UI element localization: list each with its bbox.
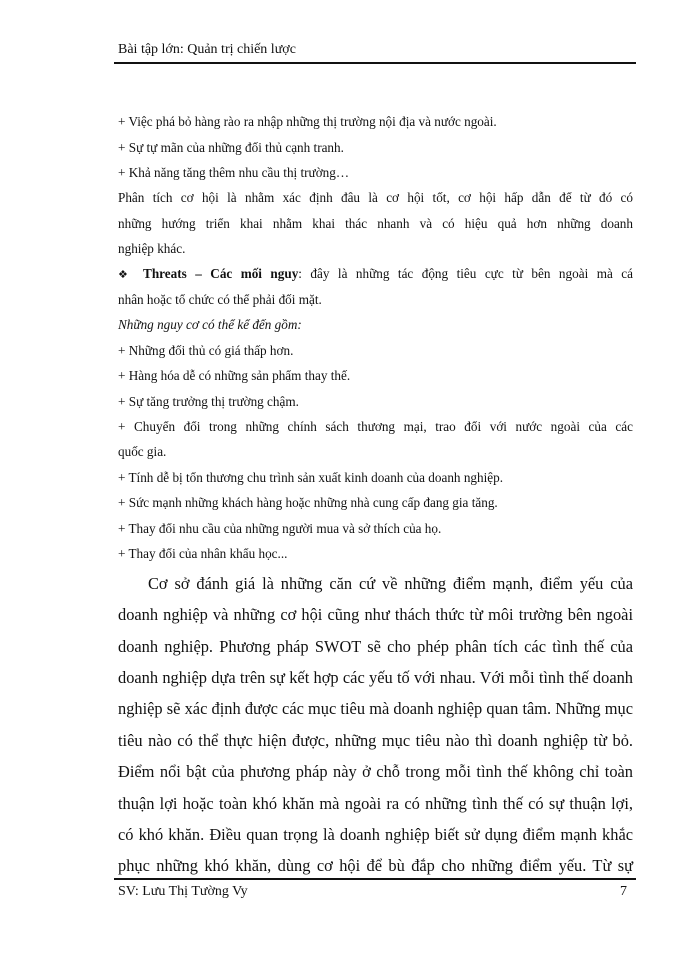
body-line: doanh nghiệp. Phương pháp SWOT sẽ cho phép phân tích các tình thế của xyxy=(118,637,633,656)
threat-item: + Những đối thủ có giá thấp hơn. xyxy=(118,343,294,358)
threats-text: : đây là những tác động tiêu cực từ bên ngoài mà cá xyxy=(298,266,633,281)
body-line: doanh nghiệp dựa trên sự kết hợp các yếu tố với nhau. Với mỗi tình thế doanh xyxy=(118,668,633,687)
threat-item: + Thay đổi nhu cầu của những người mua và sở thích của họ. xyxy=(118,521,442,536)
body-line: tiêu nào có thể thực hiện được, những mục tiêu nào thì doanh nghiệp từ bỏ. xyxy=(118,731,633,750)
threats-intro: Những nguy cơ có thể kể đến gồm: xyxy=(118,317,302,332)
body-line: doanh nghiệp và những cơ hội cũng như thách thức từ môi trường bên ngoài xyxy=(118,605,633,624)
threat-item: + Chuyển đổi trong những chính sách thương mại, trao đổi với nước ngoài của các xyxy=(118,419,633,434)
threat-item: + Sức mạnh những khách hàng hoặc những nhà cung cấp đang gia tăng. xyxy=(118,495,498,510)
page-number: 7 xyxy=(620,884,627,899)
header-title: Bài tập lớn: Quản trị chiến lược xyxy=(118,42,296,57)
body-line: phục những khó khăn, dùng cơ hội để bù đắp cho những điểm yếu. Từ sự xyxy=(118,856,633,875)
threat-item: + Thay đổi của nhân khẩu học... xyxy=(118,546,288,561)
analysis-line: Phân tích cơ hội là nhằm xác định đâu là cơ hội tốt, cơ hội hấp dẫn để từ đó có xyxy=(118,190,633,205)
body-line: Điểm nổi bật của phương pháp này ở chỗ trong mỗi tình thế không chỉ toàn xyxy=(118,762,633,781)
threats-heading xyxy=(118,266,633,283)
threat-item: + Sự tăng trưởng thị trường chậm. xyxy=(118,394,299,409)
threat-item: + Tính dễ bị tổn thương chu trình sản xuất kinh doanh của doanh nghiệp. xyxy=(118,470,504,485)
footer-rule xyxy=(114,878,636,880)
opportunity-item: + Việc phá bỏ hàng rào ra nhập những thị trường nội địa và nước ngoài. xyxy=(118,114,497,129)
opportunity-item: + Khả năng tăng thêm nhu cầu thị trường… xyxy=(118,165,350,180)
header-rule xyxy=(114,62,636,64)
threats-label: Threats – Các mối nguy xyxy=(143,266,299,281)
body-line: nghiệp sẽ xác định được các mục tiêu mà doanh nghiệp quan tâm. Những mục xyxy=(118,699,633,718)
analysis-line: những hướng triển khai nhằm khai thác nhanh và có hiệu quả hơn những doanh xyxy=(118,216,633,231)
body-line: Cơ sở đánh giá là những căn cứ về những điểm mạnh, điểm yếu của xyxy=(148,574,633,593)
body-line: thuận lợi hoặc toàn khó khăn mà ngoài ra có những tình thế có sự thuận lợi, xyxy=(118,794,633,813)
body-line: có khó khăn. Điều quan trọng là doanh nghiệp biết sử dụng điểm mạnh khắc xyxy=(118,825,633,844)
opportunity-item: + Sự tự mãn của những đối thủ cạnh tranh. xyxy=(118,140,344,155)
threats-text-cont: nhân hoặc tổ chức có thể phải đối mặt. xyxy=(118,292,322,307)
threat-item: + Hàng hóa dễ có những sản phẩm thay thế. xyxy=(118,368,351,383)
diamond-bullet-icon: ❖ xyxy=(118,268,134,281)
threat-item-cont: quốc gia. xyxy=(118,444,167,459)
analysis-line: nghiệp khác. xyxy=(118,241,186,256)
footer-author: SV: Lưu Thị Tường Vy xyxy=(118,884,248,899)
